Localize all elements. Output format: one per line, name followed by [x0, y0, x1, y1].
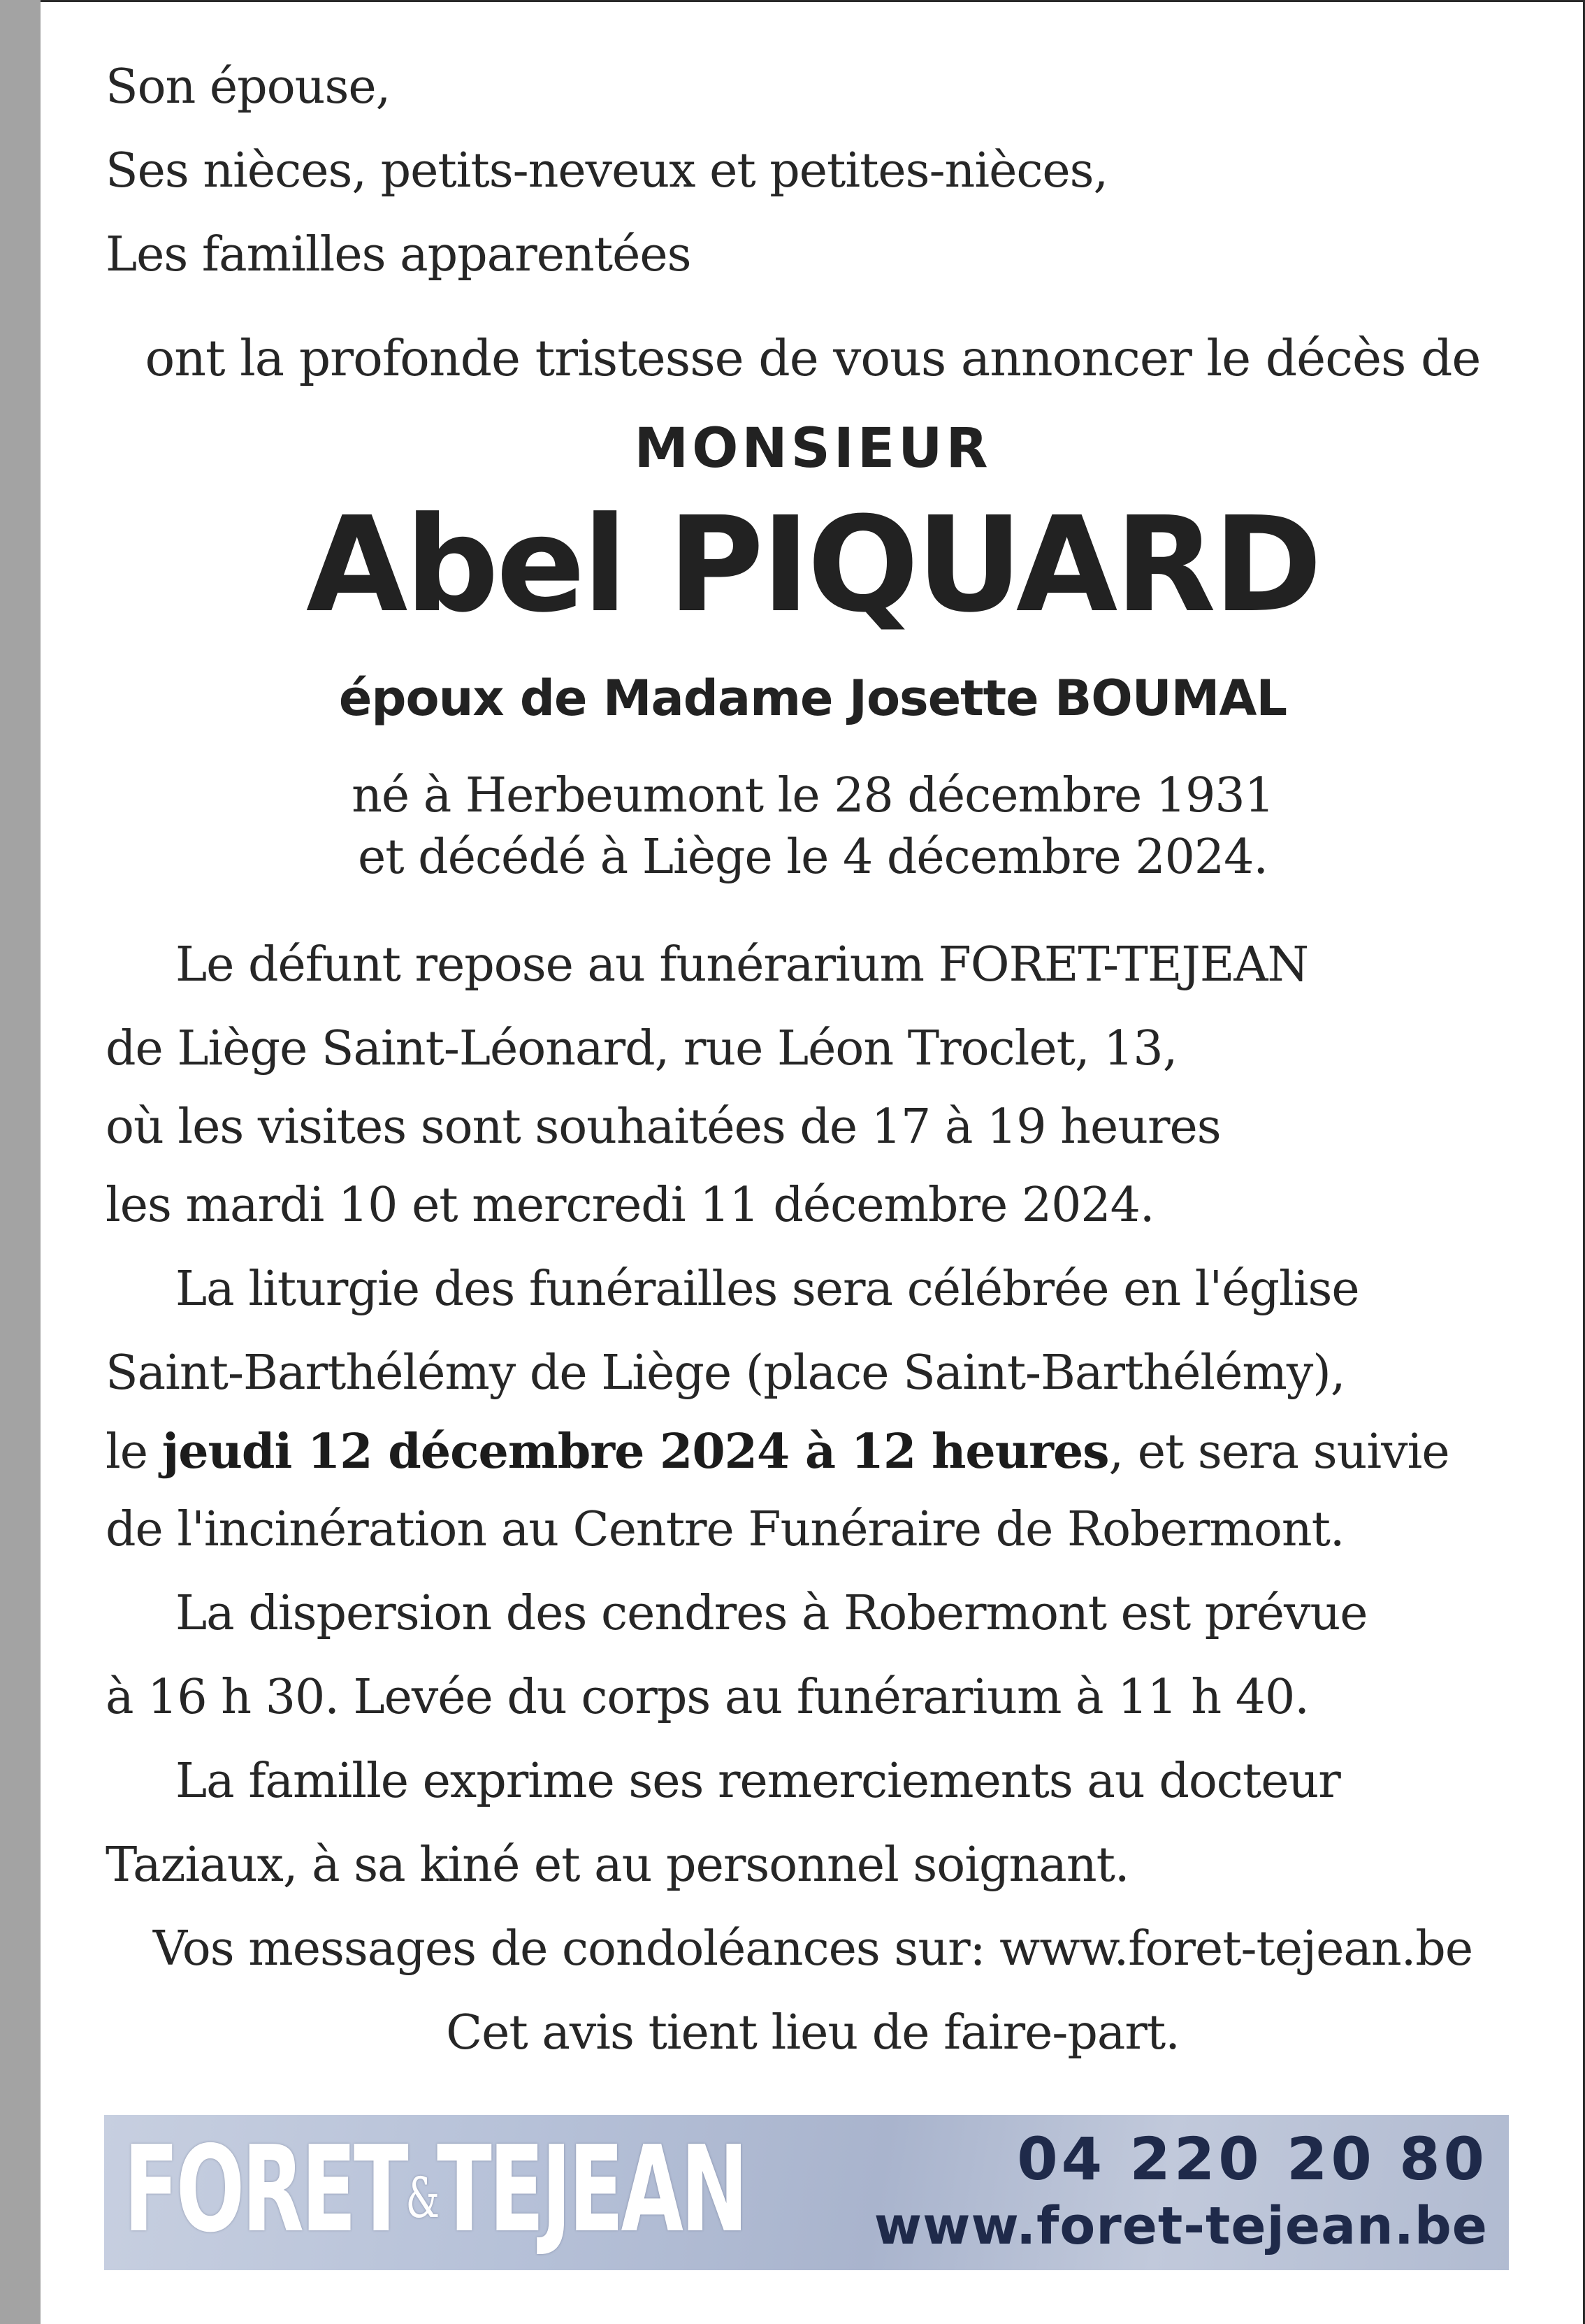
banner-url: www.foret-tejean.be: [874, 2196, 1488, 2256]
condolences-line: Vos messages de condoléances sur: www.foret-tejean.be: [152, 1921, 1473, 1977]
body-p1-line-4: les mardi 10 et mercredi 11 décembre 2024.: [106, 1178, 1155, 1233]
intro-line-1: Son épouse,: [106, 59, 391, 115]
body-p3-line-1: La dispersion des cendres à Robermont est prévue: [175, 1586, 1368, 1641]
banner-phone: 04 220 20 80: [1017, 2125, 1488, 2193]
logo-ampersand: &: [405, 2165, 437, 2231]
notice-line: Cet avis tient lieu de faire-part.: [446, 2005, 1180, 2060]
foret-tejean-logo: [124, 2121, 746, 2259]
body-p2-line-4: de l'incinération au Centre Funéraire de Robermont.: [106, 1502, 1345, 1557]
body-p1-line-3: où les visites sont souhaitées de 17 à 19 heures: [106, 1099, 1221, 1155]
ceremony-date: jeudi 12 décembre 2024 à 12 heures: [161, 1424, 1109, 1480]
body-p2-line-2: Saint-Barthélémy de Liège (place Saint-Barthélémy),: [106, 1345, 1345, 1401]
body-p2-line-3: [106, 1424, 1449, 1480]
spouse-line: époux de Madame Josette BOUMAL: [338, 670, 1287, 727]
body-p3-line-2: à 16 h 30. Levée du corps au funérarium à 11 h 40.: [106, 1670, 1309, 1725]
honorific-title: MONSIEUR: [634, 417, 992, 480]
announcement-line: ont la profonde tristesse de vous annoncer le décès de: [145, 329, 1481, 387]
intro-line-2: Ses nièces, petits-neveux et petites-nièces,: [106, 143, 1108, 199]
body-p2-line-1: La liturgie des funérailles sera célébrée en l'église: [175, 1262, 1359, 1317]
body-p2-line-3-pre: le: [106, 1424, 162, 1480]
body-p4-line-2: Taziaux, à sa kiné et au personnel soignant.: [106, 1838, 1129, 1893]
left-gray-margin: [0, 0, 41, 2324]
funeral-home-banner: [104, 2115, 1509, 2270]
logo-right-text: TEJEAN: [437, 2121, 746, 2259]
logo-left-text: FORET: [124, 2121, 406, 2259]
body-p1-line-2: de Liège Saint-Léonard, rue Léon Troclet, 13,: [106, 1021, 1178, 1076]
body-p4-line-1: La famille exprime ses remerciements au docteur: [175, 1754, 1340, 1809]
body-p1-line-1: Le défunt repose au funérarium FORET-TEJEAN: [175, 937, 1309, 993]
deceased-name: Abel PIQUARD: [305, 489, 1320, 642]
body-p2-line-3-post: , et sera suivie: [1108, 1424, 1449, 1480]
intro-line-3: Les familles apparentées: [106, 227, 691, 282]
death-line: et décédé à Liège le 4 décembre 2024.: [358, 830, 1268, 885]
birth-line: né à Herbeumont le 28 décembre 1931: [352, 768, 1274, 823]
obituary-notice: [41, 0, 1585, 2324]
